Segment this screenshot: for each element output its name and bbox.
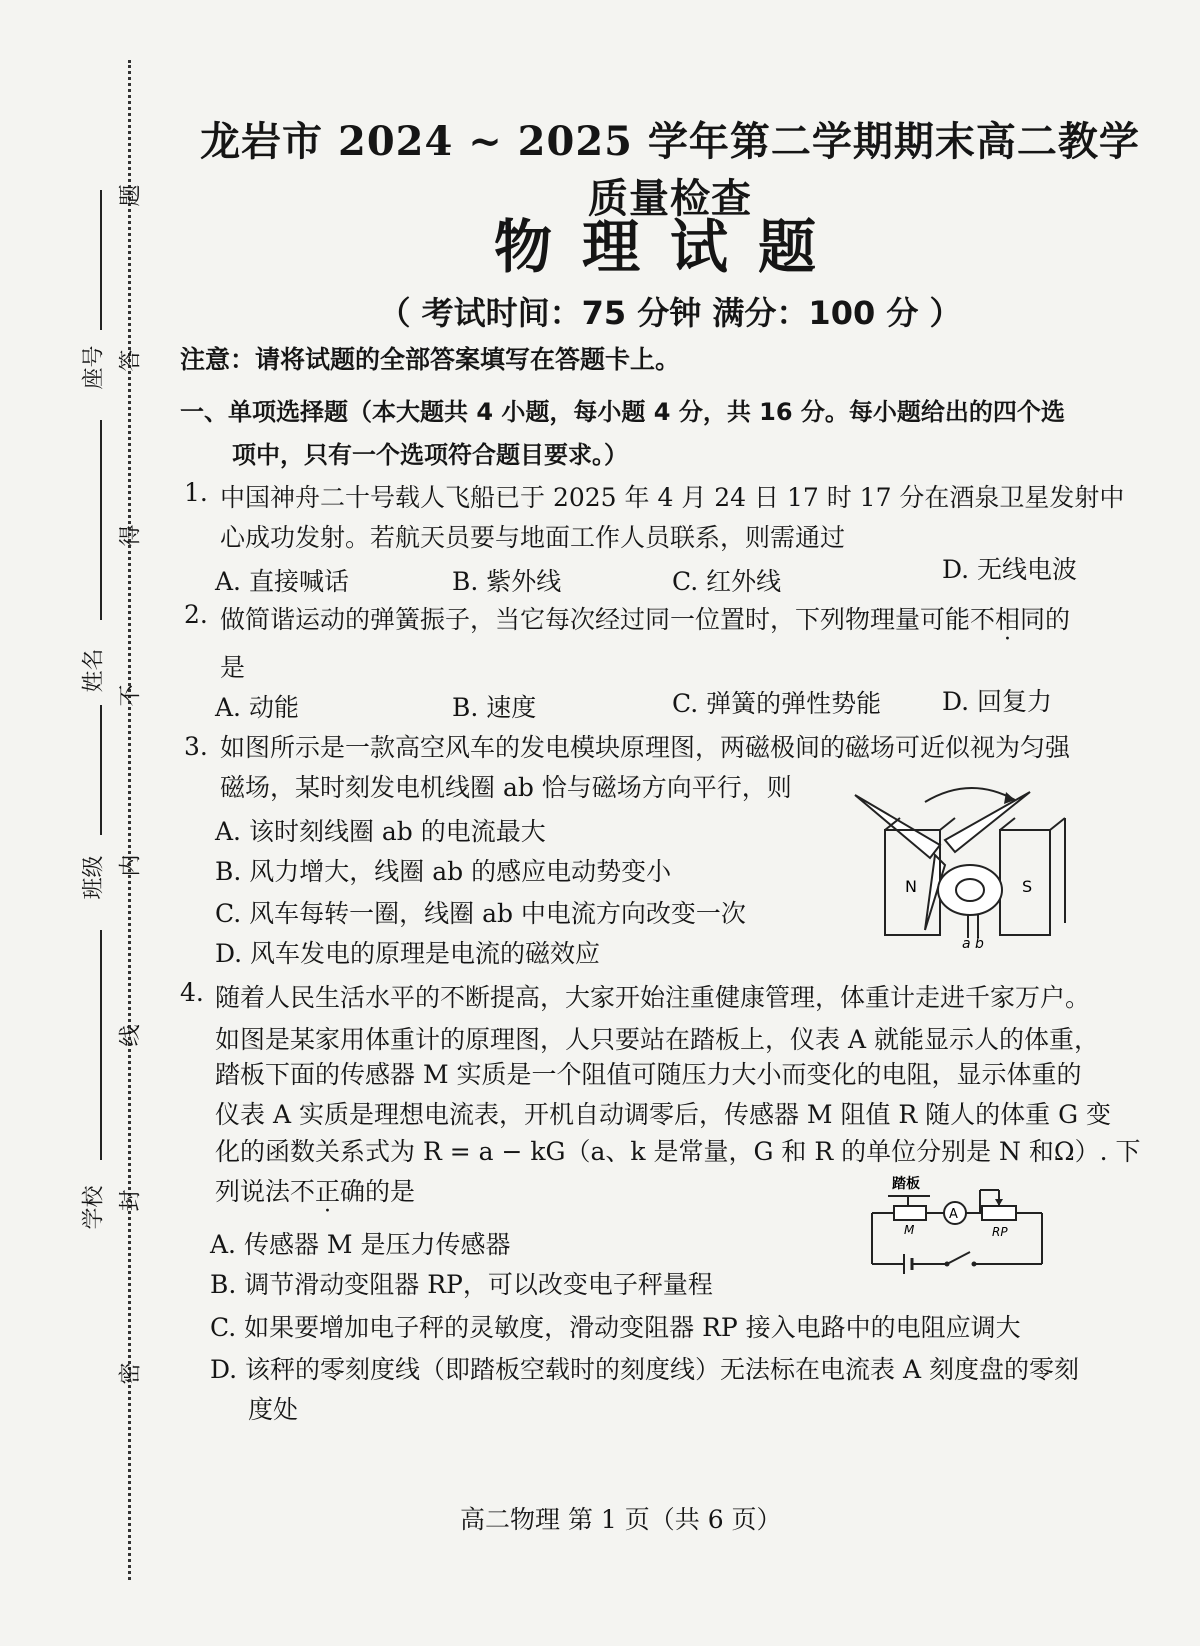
wind-generator-figure [850,770,1080,950]
q4-line5: 化的函数关系式为 R = a − kG（a、k 是常量，G 和 R 的单位分别是 N 和Ω）. 下 [215,1137,1141,1166]
q3-option-c[interactable]: C. 风车每转一圈，线圈 ab 中电流方向改变一次 [215,899,746,928]
q4-line4: 仪表 A 实质是理想电流表，开机自动调零后，传感器 M 阻值 R 随人的体重 G 变 [215,1100,1112,1129]
notice: 注意：请将试题的全部答案填写在答题卡上。 [180,345,681,374]
q4-option-d[interactable]: D. 该秤的零刻度线（即踏板空载时的刻度线）无法标在电流表 A 刻度盘的零刻 [210,1355,1079,1384]
q1-option-a[interactable]: A. 直接喊话 [215,567,349,596]
q3-option-b[interactable]: B. 风力增大，线圈 ab 的感应电动势变小 [215,857,672,886]
section-heading-line1: 一、单项选择题（本大题共 4 小题，每小题 4 分，共 16 分。每小题给出的四个选 [180,398,1065,426]
label-a: A [949,1207,958,1222]
q2-option-c[interactable]: C. 弹簧的弹性势能 [672,689,882,718]
label-m: M [904,1223,915,1237]
magnet-s-edge [1000,818,1015,830]
q4-option-b[interactable]: B. 调节滑动变阻器 RP，可以改变电子秤量程 [210,1270,713,1299]
switch-lever [947,1252,970,1264]
label-rp: RP [992,1225,1008,1239]
q1-option-c[interactable]: C. 红外线 [672,567,782,596]
exam-title: 龙岩市 2024 ~ 2025 学年第二学期期末高二教学质量检查 [200,118,1140,222]
q4-line2: 如图是某家用体重计的原理图，人只要站在踏板上，仪表 A 就能显示人的体重， [215,1025,1099,1054]
q4-option-c[interactable]: C. 如果要增加电子秤的灵敏度，滑动变阻器 RP 接入电路中的电阻应调大 [210,1313,1021,1342]
section-heading-line2: 项中，只有一个选项符合题目要求。） [232,441,628,469]
q2-text-a: 做简谐运动的弹簧振子，当它每次经过同一位置时，下列物理量可能 [220,605,971,634]
label-n: N [905,877,917,896]
q3-option-a[interactable]: A. 该时刻线圈 ab 的电流最大 [215,817,546,846]
q2-text-c: 的 [1045,605,1071,634]
q2-option-b[interactable]: B. 速度 [452,693,537,722]
field-class-label: 班级 [81,855,107,900]
field-seat-label: 座号 [81,345,107,390]
seal-char: 密 [118,1362,144,1385]
sensor-m [894,1206,926,1220]
field-seat-blank[interactable] [100,190,102,330]
rheostat-rp [982,1206,1016,1220]
q1-option-b[interactable]: B. 紫外线 [452,567,562,596]
label-ab: a b [962,936,984,950]
coil [938,865,1002,915]
seal-char: 答 [118,349,144,372]
magnet-n-edge [940,818,955,830]
q4-emphasis: 不正确 [290,1177,366,1206]
q4-line6 [215,1172,415,1208]
q2-option-d[interactable]: D. 回复力 [942,687,1053,716]
q2-emphasis: 不相同 [970,605,1046,634]
field-school-blank[interactable] [100,930,102,1160]
question-number: 4. [180,978,204,1007]
seal-char: 封 [118,1189,144,1212]
field-name-label: 姓名 [81,648,107,693]
q1-line2: 心成功发射。若航天员要与地面工作人员联系，则需通过 [220,523,846,552]
binding-dotted-line [128,60,131,1580]
rotation-arrow [925,788,1015,802]
q1-line1: 中国神舟二十号载人飞船已于 2025 年 4 月 24 日 17 时 17 分在酒泉卫星发射中 [220,483,1125,512]
scale-circuit-figure [870,1172,1050,1277]
q4-text-c: 的是 [365,1177,416,1206]
q2-line2: 是 [220,653,246,682]
subject-title: 物理试题 [493,213,846,281]
page-footer: 高二物理 第 1 页（共 6 页） [460,1505,782,1534]
label-s: S [1022,877,1033,896]
q4-option-a[interactable]: A. 传感器 M 是压力传感器 [210,1230,511,1259]
slider-arrow [995,1199,1003,1206]
exam-info: （ 考试时间：75 分钟 满分：100 分 ） [378,294,962,332]
q3-line1: 如图所示是一款高空风车的发电模块原理图，两磁极间的磁场可近似视为匀强 [220,733,1071,762]
field-school-label: 学校 [81,1185,107,1230]
blade-right [945,792,1030,852]
label-board: 踏板 [892,1176,920,1192]
field-class-blank[interactable] [100,705,102,835]
q4-line1: 随着人民生活水平的不断提高，大家开始注重健康管理，体重计走进千家万户。 [215,983,1091,1012]
q2-option-a[interactable]: A. 动能 [215,693,299,722]
seal-char: 线 [118,1024,144,1047]
question-number: 3. [184,732,208,761]
magnet-s-edge [1050,818,1065,830]
blade-left [855,795,940,858]
q2-line1 [220,600,1070,636]
seal-char: 得 [118,524,144,547]
q3-option-d[interactable]: D. 风车发电的原理是电流的磁效应 [215,939,601,968]
q4-option-d-cont: 度处 [248,1395,299,1424]
q1-option-d[interactable]: D. 无线电波 [942,555,1078,584]
seal-char: 不 [118,684,144,707]
q4-text-a: 列说法 [215,1177,291,1206]
q3-line2: 磁场，某时刻发电机线圈 ab 恰与磁场方向平行，则 [220,773,792,802]
question-number: 1. [184,478,208,507]
seal-char: 内 [118,854,144,877]
q4-line3: 踏板下面的传感器 M 实质是一个阻值可随压力大小而变化的电阻，显示体重的 [215,1060,1082,1089]
seal-char: 题 [118,184,144,207]
question-number: 2. [184,600,208,629]
field-name-blank[interactable] [100,420,102,620]
